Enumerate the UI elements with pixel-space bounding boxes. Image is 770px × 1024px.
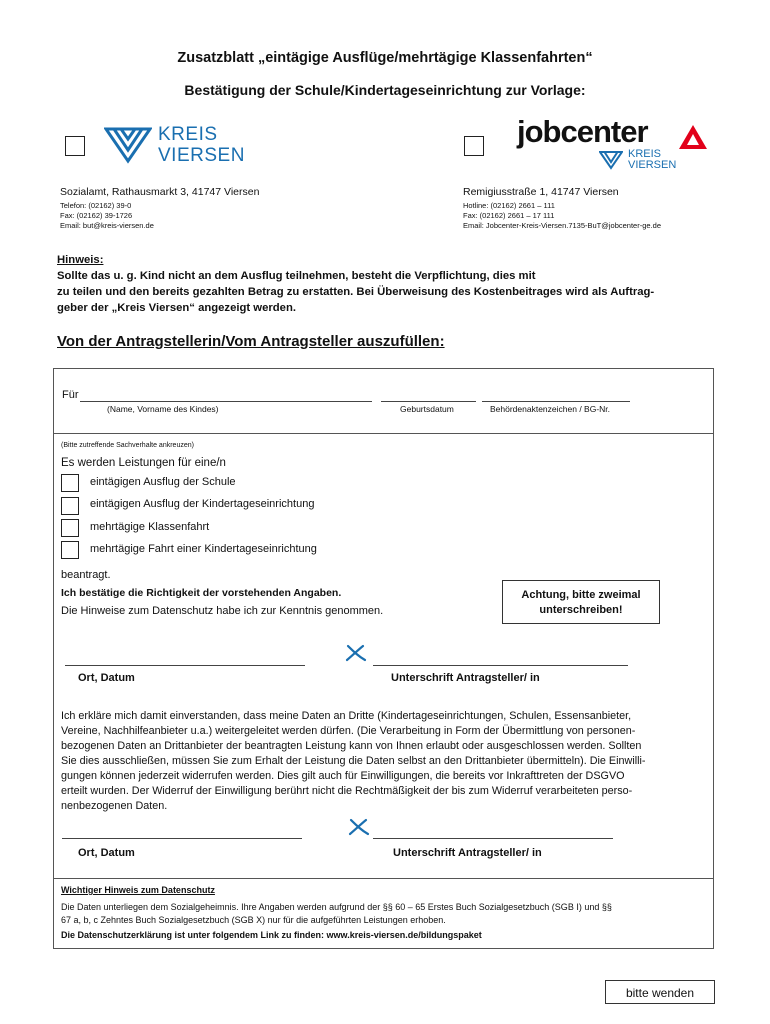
attention-line2: unterschreiben! bbox=[539, 604, 623, 616]
jobcenter-fax: Fax: (02162) 2661 – 17 111 bbox=[463, 211, 555, 220]
reference-number-input[interactable] bbox=[482, 401, 630, 402]
option-label-school-trip: eintägigen Ausflug der Schule bbox=[90, 476, 236, 488]
consent-line: bezogenen Daten an Drittanbieter der beantragten Leistung kann von Ihnen erlaubt oder ausgeschlossen werden. Sollten bbox=[61, 740, 642, 752]
jobcenter-logo-icon bbox=[678, 124, 708, 150]
page-title: Zusatzblatt „eintägige Ausflüge/mehrtägige Klassenfahrten“ bbox=[177, 50, 593, 66]
consent-line: nenbezogenen Daten. bbox=[61, 800, 168, 812]
page-subtitle: Bestätigung der Schule/Kindertageseinrichtung zur Vorlage: bbox=[184, 82, 586, 98]
kreis-logo-line2: VIERSEN bbox=[158, 145, 245, 166]
options-intro: Es werden Leistungen für eine/n bbox=[61, 457, 226, 469]
jobcenter-email: Email: Jobcenter-Kreis-Viersen.7135-BuT@jobcenter-ge.de bbox=[463, 221, 661, 230]
jobcenter-wordmark: jobcenter bbox=[517, 114, 648, 149]
jobcenter-kreis-wordmark bbox=[628, 149, 676, 171]
kreis-fax: Fax: (02162) 39-1726 bbox=[60, 211, 133, 220]
kreis-logo-line1: KREIS bbox=[158, 124, 218, 145]
jobcenter-address: Remigiusstraße 1, 41747 Viersen bbox=[463, 186, 619, 198]
kreis-address: Sozialamt, Rathausmarkt 3, 41747 Viersen bbox=[60, 186, 260, 198]
attention-box bbox=[502, 580, 660, 624]
jobcenter-hotline: Hotline: (02162) 2661 – 111 bbox=[463, 201, 555, 210]
option-checkbox-kita-multiday[interactable] bbox=[61, 541, 79, 559]
jobcenter-sub-line1: KREIS bbox=[628, 148, 662, 160]
option-checkbox-class-trip[interactable] bbox=[61, 519, 79, 537]
option-checkbox-school-trip[interactable] bbox=[61, 474, 79, 492]
child-name-input[interactable] bbox=[80, 401, 372, 402]
hinweis-line3: geber der „Kreis Viersen“ angezeigt werden. bbox=[57, 302, 296, 314]
datenschutz-block bbox=[61, 884, 709, 942]
jobcenter-kreis-logo-icon bbox=[599, 150, 623, 170]
privacy-ack-text: Die Hinweise zum Datenschutz habe ich zur Kenntnis genommen. bbox=[61, 605, 384, 617]
form-divider-2 bbox=[53, 878, 714, 879]
signature-cross-icon bbox=[348, 818, 370, 836]
consent-line: erteilt wurden. Der Widerruf der Einwilligung berührt nicht die Rechtmäßigkeit der bis zum Widerruf verarbeiteten perso- bbox=[61, 785, 633, 797]
section-title: Von der Antragstellerin/Vom Antragsteller auszufüllen: bbox=[57, 333, 445, 350]
kreis-viersen-wordmark bbox=[158, 124, 245, 166]
datenschutz-title: Wichtiger Hinweis zum Datenschutz bbox=[61, 885, 215, 895]
birthdate-input[interactable] bbox=[381, 401, 476, 402]
place-date-label-2: Ort, Datum bbox=[78, 847, 135, 859]
attention-line1: Achtung, bitte zweimal bbox=[521, 589, 641, 601]
jobcenter-sub-line2: VIERSEN bbox=[628, 159, 677, 171]
child-name-caption: (Name, Vorname des Kindes) bbox=[107, 404, 219, 414]
consent-paragraph bbox=[61, 709, 709, 814]
form-divider-1 bbox=[53, 433, 714, 434]
option-label-kita-trip: eintägigen Ausflug der Kindertageseinrichtung bbox=[90, 498, 315, 510]
consent-line: Ich erkläre mich damit einverstanden, dass meine Daten an Dritte (Kindertageseinrichtungen, Schulen, Essensanbieter, bbox=[61, 710, 632, 722]
tick-hint: (Bitte zutreffende Sachverhalte ankreuzen) bbox=[61, 442, 194, 449]
jobcenter-checkbox[interactable] bbox=[464, 136, 484, 156]
fuer-label: Für bbox=[62, 389, 79, 401]
datenschutz-line2: 67 a, b, c Zehntes Buch Sozialgesetzbuch (SGB X) nur für die aufgeführten Leistungen erhoben. bbox=[61, 915, 446, 925]
consent-line: Vereine, Nachhilfeanbieter u.a.) weitergeleitet werden dürfen. (Die Verarbeitung in Form der Übermittlung von personen- bbox=[61, 725, 636, 737]
reference-caption: Behördenaktenzeichen / BG-Nr. bbox=[490, 404, 611, 414]
option-checkbox-kita-trip[interactable] bbox=[61, 497, 79, 515]
option-label-class-trip: mehrtägige Klassenfahrt bbox=[90, 521, 210, 533]
hinweis-block bbox=[57, 252, 654, 316]
place-date-input-1[interactable] bbox=[65, 665, 305, 666]
signature-label-2: Unterschrift Antragsteller/ in bbox=[393, 847, 542, 859]
option-label-kita-multiday: mehrtägige Fahrt einer Kindertageseinrichtung bbox=[90, 543, 317, 555]
signature-input-2[interactable] bbox=[373, 838, 613, 839]
consent-line: Sie dies ausschließen, müssen Sie zum Erhalt der Leistung die Daten selbst an den Drittanbieter übermitteln). Die Einwilli- bbox=[61, 755, 646, 767]
birthdate-caption: Geburtsdatum bbox=[400, 404, 454, 414]
kreis-contact bbox=[60, 201, 154, 231]
datenschutz-line1: Die Daten unterliegen dem Sozialgeheimnis. Ihre Angaben werden aufgrund der §§ 60 – 65 Erstes Buch Sozialgesetzbuch (SGB I) und §§ bbox=[61, 902, 612, 912]
jobcenter-contact bbox=[463, 201, 661, 231]
form-box bbox=[53, 368, 714, 949]
beantragt-text: beantragt. bbox=[61, 569, 111, 581]
place-date-label-1: Ort, Datum bbox=[78, 672, 135, 684]
kreis-email: Email: but@kreis-viersen.de bbox=[60, 221, 154, 230]
kreis-viersen-checkbox[interactable] bbox=[65, 136, 85, 156]
consent-line: gungen können jederzeit widerrufen werden. Dies gilt auch für Einwilligungen, die bereits vor Inkrafttreten der DSGVO bbox=[61, 770, 625, 782]
hinweis-label: Hinweis: bbox=[57, 254, 104, 266]
datenschutz-link-line: Die Datenschutzerklärung ist unter folgendem Link zu finden: www.kreis-viersen.de/bildungspaket bbox=[61, 930, 482, 940]
place-date-input-2[interactable] bbox=[62, 838, 302, 839]
hinweis-line2: zu teilen und den bereits gezahlten Betrag zu erstatten. Bei Überweisung des Kostenbeitrages wird als Auftrag- bbox=[57, 286, 655, 298]
kreis-viersen-logo-icon bbox=[104, 126, 152, 164]
confirm-text: Ich bestätige die Richtigkeit der vorstehenden Angaben. bbox=[61, 587, 342, 599]
signature-cross-icon bbox=[345, 644, 367, 662]
turn-over-note: bitte wenden bbox=[605, 980, 715, 1004]
signature-label-1: Unterschrift Antragsteller/ in bbox=[391, 672, 540, 684]
kreis-phone: Telefon: (02162) 39-0 bbox=[60, 201, 132, 210]
hinweis-line1: Sollte das u. g. Kind nicht an dem Ausflug teilnehmen, besteht die Verpflichtung, dies mit bbox=[57, 270, 536, 282]
signature-input-1[interactable] bbox=[373, 665, 628, 666]
